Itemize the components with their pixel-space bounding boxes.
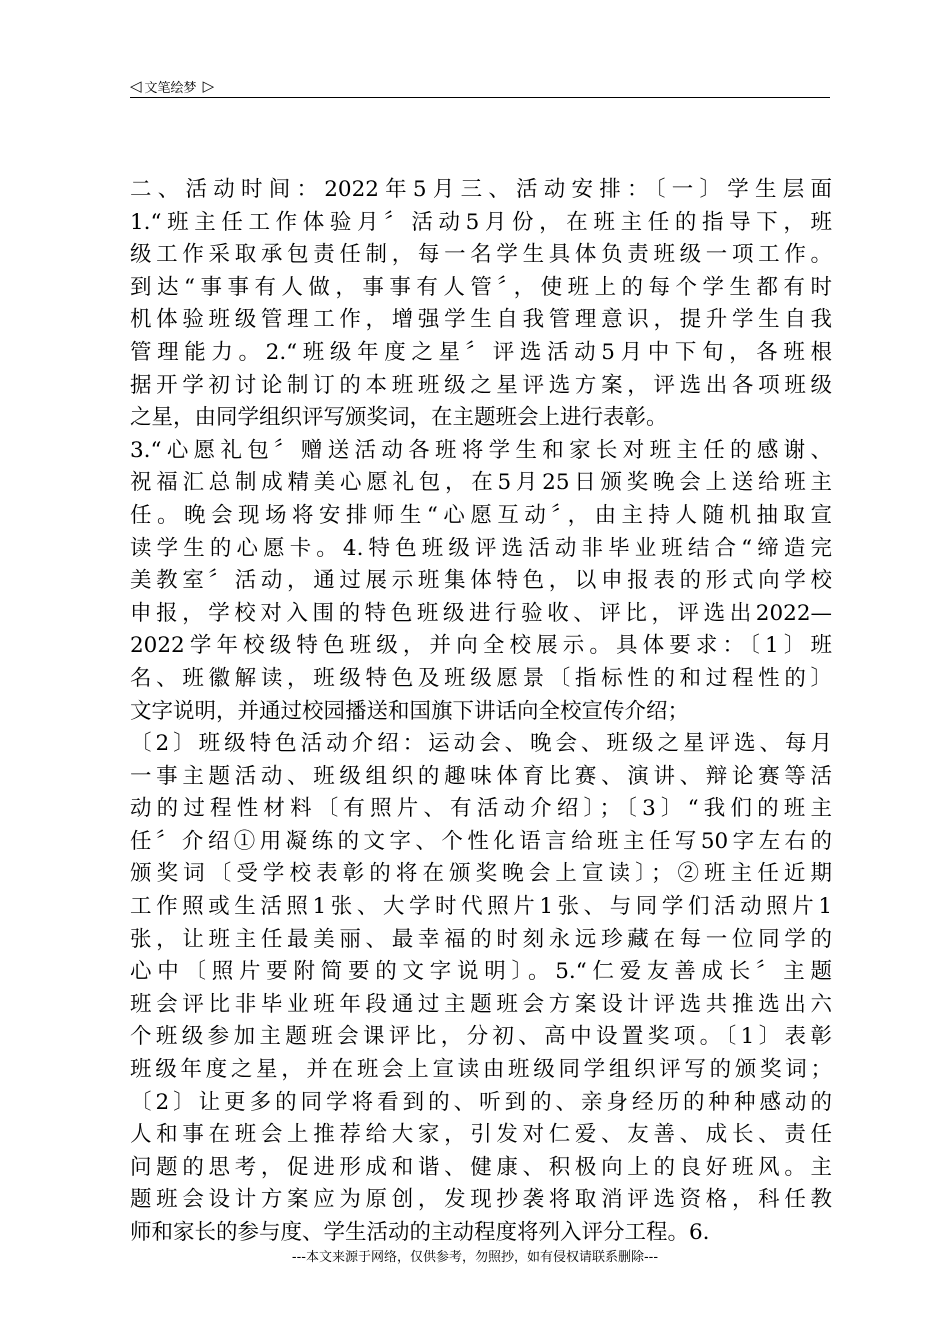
text-line: 3.“心愿礼包〞赠送活动各班将学生和家长对班主任的感谢、 <box>130 437 832 463</box>
document-body <box>130 174 832 1250</box>
text-line: 2022学年校级特色班级，并向全校展示。具体要求：〔1〕班 <box>130 633 832 659</box>
text-line: 二、活动时间：2022年5月三、活动安排：〔一〕学生层面 <box>130 177 832 202</box>
text-line: 班会评比非毕业班年段通过主题班会方案设计评选共推选出六 <box>130 991 832 1017</box>
text-line: 到达“事事有人做，事事有人管〞，使班上的每个学生都有时 <box>130 274 832 300</box>
header-divider <box>130 97 830 98</box>
text-line: 一事主题活动、班级组织的趣味体育比赛、演讲、辩论赛等活 <box>130 763 832 789</box>
text-line: 动的过程性材料〔有照片、有活动介绍〕；〔3〕“我们的班主 <box>130 796 832 822</box>
text-line: 师和家长的参与度、学生活动的主动程度将列入评分工程。6. <box>130 1220 710 1245</box>
text-line: 级工作采取承包责任制，每一名学生具体负责班级一项工作。 <box>130 242 832 268</box>
text-line: 颁奖词〔受学校表彰的将在颁奖晚会上宣读〕；②班主任近期 <box>130 861 832 887</box>
text-line: 任。晚会现场将安排师生“心愿互动〞，由主持人随机抽取宣 <box>130 502 832 528</box>
text-line: 张，让班主任最美丽、最幸福的时刻永远珍藏在每一位同学的 <box>130 926 832 952</box>
right-triangle-icon: ▷ <box>202 76 215 95</box>
text-line: 1.“班主任工作体验月〞活动5月份，在班主任的指导下，班 <box>130 209 832 235</box>
text-line: 题班会设计方案应为原创，发现抄袭将取消评选资格，科任教 <box>130 1187 832 1213</box>
text-line: 机体验班级管理工作，增强学生自我管理意识，提升学生自我 <box>130 307 832 333</box>
page-footer: ---本文来源于网络，仅供参考，勿照抄，如有侵权请联系删除--- <box>291 1250 659 1265</box>
text-line: 〔2〕班级特色活动介绍：运动会、晚会、班级之星评选、每月 <box>130 731 832 757</box>
text-line: 文字说明，并通过校园播送和国旗下讲话向全校宣传介绍； <box>130 698 690 724</box>
text-line: 管理能力。2.“班级年度之星〞评选活动5月中下旬，各班根 <box>130 339 832 365</box>
text-line: 美教室〞活动，通过展示班集体特色，以申报表的形式向学校 <box>130 568 832 594</box>
header-brand: 文笔绘梦 <box>144 80 197 96</box>
text-line: 心中〔照片要附简要的文字说明〕。5.“仁爱友善成长〞主题 <box>130 959 832 985</box>
text-line: 之星，由同学组织评写颁奖词，在主题班会上进行表彰。 <box>130 405 668 431</box>
text-line: 班级年度之星，并在班会上宣读由班级同学组织评写的颁奖词； <box>130 1057 832 1083</box>
text-line: 〔2〕让更多的同学将看到的、听到的、亲身经历的种种感动的 <box>130 1089 832 1115</box>
text-line: 个班级参加主题班会课评比，分初、高中设置奖项。〔1〕表彰 <box>130 1024 832 1050</box>
text-line: 任〞介绍①用凝练的文字、个性化语言给班主任写50字左右的 <box>130 828 832 854</box>
text-line: 名、班徽解读，班级特色及班级愿景〔指标性的和过程性的〕 <box>130 665 832 691</box>
text-line: 人和事在班会上推荐给大家，引发对仁爱、友善、成长、责任 <box>130 1122 832 1148</box>
text-line: 祝福汇总制成精美心愿礼包，在5月25日颁奖晚会上送给班主 <box>130 470 832 496</box>
text-line: 问题的思考，促进形成和谐、健康、积极向上的良好班风。主 <box>130 1154 832 1180</box>
left-triangle-icon: ◁ <box>130 76 142 95</box>
text-line: 据开学初讨论制订的本班班级之星评选方案，评选出各项班级 <box>130 372 832 398</box>
page-header <box>130 74 830 98</box>
text-line: 工作照或生活照1张、大学时代照片1张、与同学们活动照片1 <box>130 894 832 920</box>
text-line: 读学生的心愿卡。4.特色班级评选活动非毕业班结合“缔造完 <box>130 535 832 561</box>
text-line: 申报，学校对入围的特色班级进行验收、评比，评选出2022— <box>130 600 832 626</box>
